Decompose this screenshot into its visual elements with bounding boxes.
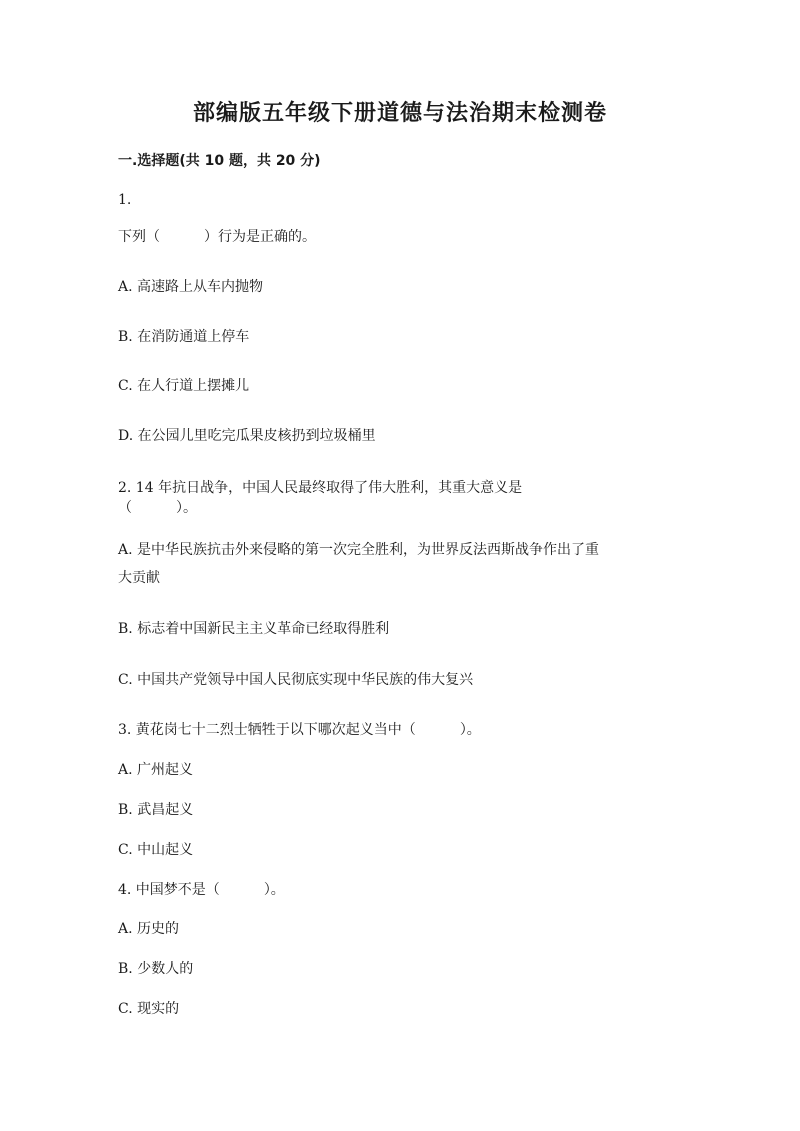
section-heading: 一.选择题(共 10 题，共 20 分) bbox=[118, 153, 321, 169]
question-2-option-a-line-1: A. 是中华民族抗击外来侵略的第一次完全胜利，为世界反法西斯战争作出了重 bbox=[118, 542, 600, 558]
question-2-stem-open: （ bbox=[118, 500, 132, 516]
question-2-stem-close: ）。 bbox=[176, 500, 197, 516]
question-1-option-b: B. 在消防通道上停车 bbox=[118, 329, 250, 345]
question-4-option-a: A. 历史的 bbox=[118, 921, 180, 937]
exam-title: 部编版五年级下册道德与法治期末检测卷 bbox=[192, 101, 607, 126]
question-1-stem-start: 下列（ bbox=[118, 229, 160, 245]
question-3-option-c: C. 中山起义 bbox=[118, 842, 194, 858]
question-3-stem-start: 3. 黄花岗七十二烈士牺牲于以下哪次起义当中（ bbox=[118, 722, 416, 738]
question-1-option-c: C. 在人行道上摆摊儿 bbox=[118, 378, 250, 394]
question-1-stem-end: ）行为是正确的。 bbox=[204, 229, 316, 245]
question-3-option-a: A. 广州起义 bbox=[118, 762, 194, 778]
question-1-option-d: D. 在公园儿里吃完瓜果皮核扔到垃圾桶里 bbox=[118, 428, 376, 444]
question-4-option-b: B. 少数人的 bbox=[118, 961, 194, 977]
question-2-option-c: C. 中国共产党领导中国人民彻底实现中华民族的伟大复兴 bbox=[118, 672, 474, 688]
question-2-option-a-line-2: 大贡献 bbox=[118, 570, 160, 586]
question-3-stem bbox=[118, 720, 481, 740]
question-2-stem-line-2 bbox=[118, 498, 197, 518]
question-1-option-a: A. 高速路上从车内抛物 bbox=[118, 279, 264, 295]
question-4-stem bbox=[118, 880, 285, 900]
question-2-option-b: B. 标志着中国新民主主义革命已经取得胜利 bbox=[118, 621, 390, 637]
question-4-stem-end: ）。 bbox=[263, 882, 285, 898]
question-4-stem-start: 4. 中国梦不是（ bbox=[118, 882, 220, 898]
question-1-number: 1. bbox=[118, 192, 132, 208]
question-4-option-c: C. 现实的 bbox=[118, 1001, 180, 1017]
question-2-stem-line-1: 2. 14 年抗日战争，中国人民最终取得了伟大胜利，其重大意义是 bbox=[118, 480, 523, 496]
question-3-option-b: B. 武昌起义 bbox=[118, 802, 194, 818]
question-3-stem-end: ）。 bbox=[459, 722, 481, 738]
question-1-stem bbox=[118, 227, 316, 247]
